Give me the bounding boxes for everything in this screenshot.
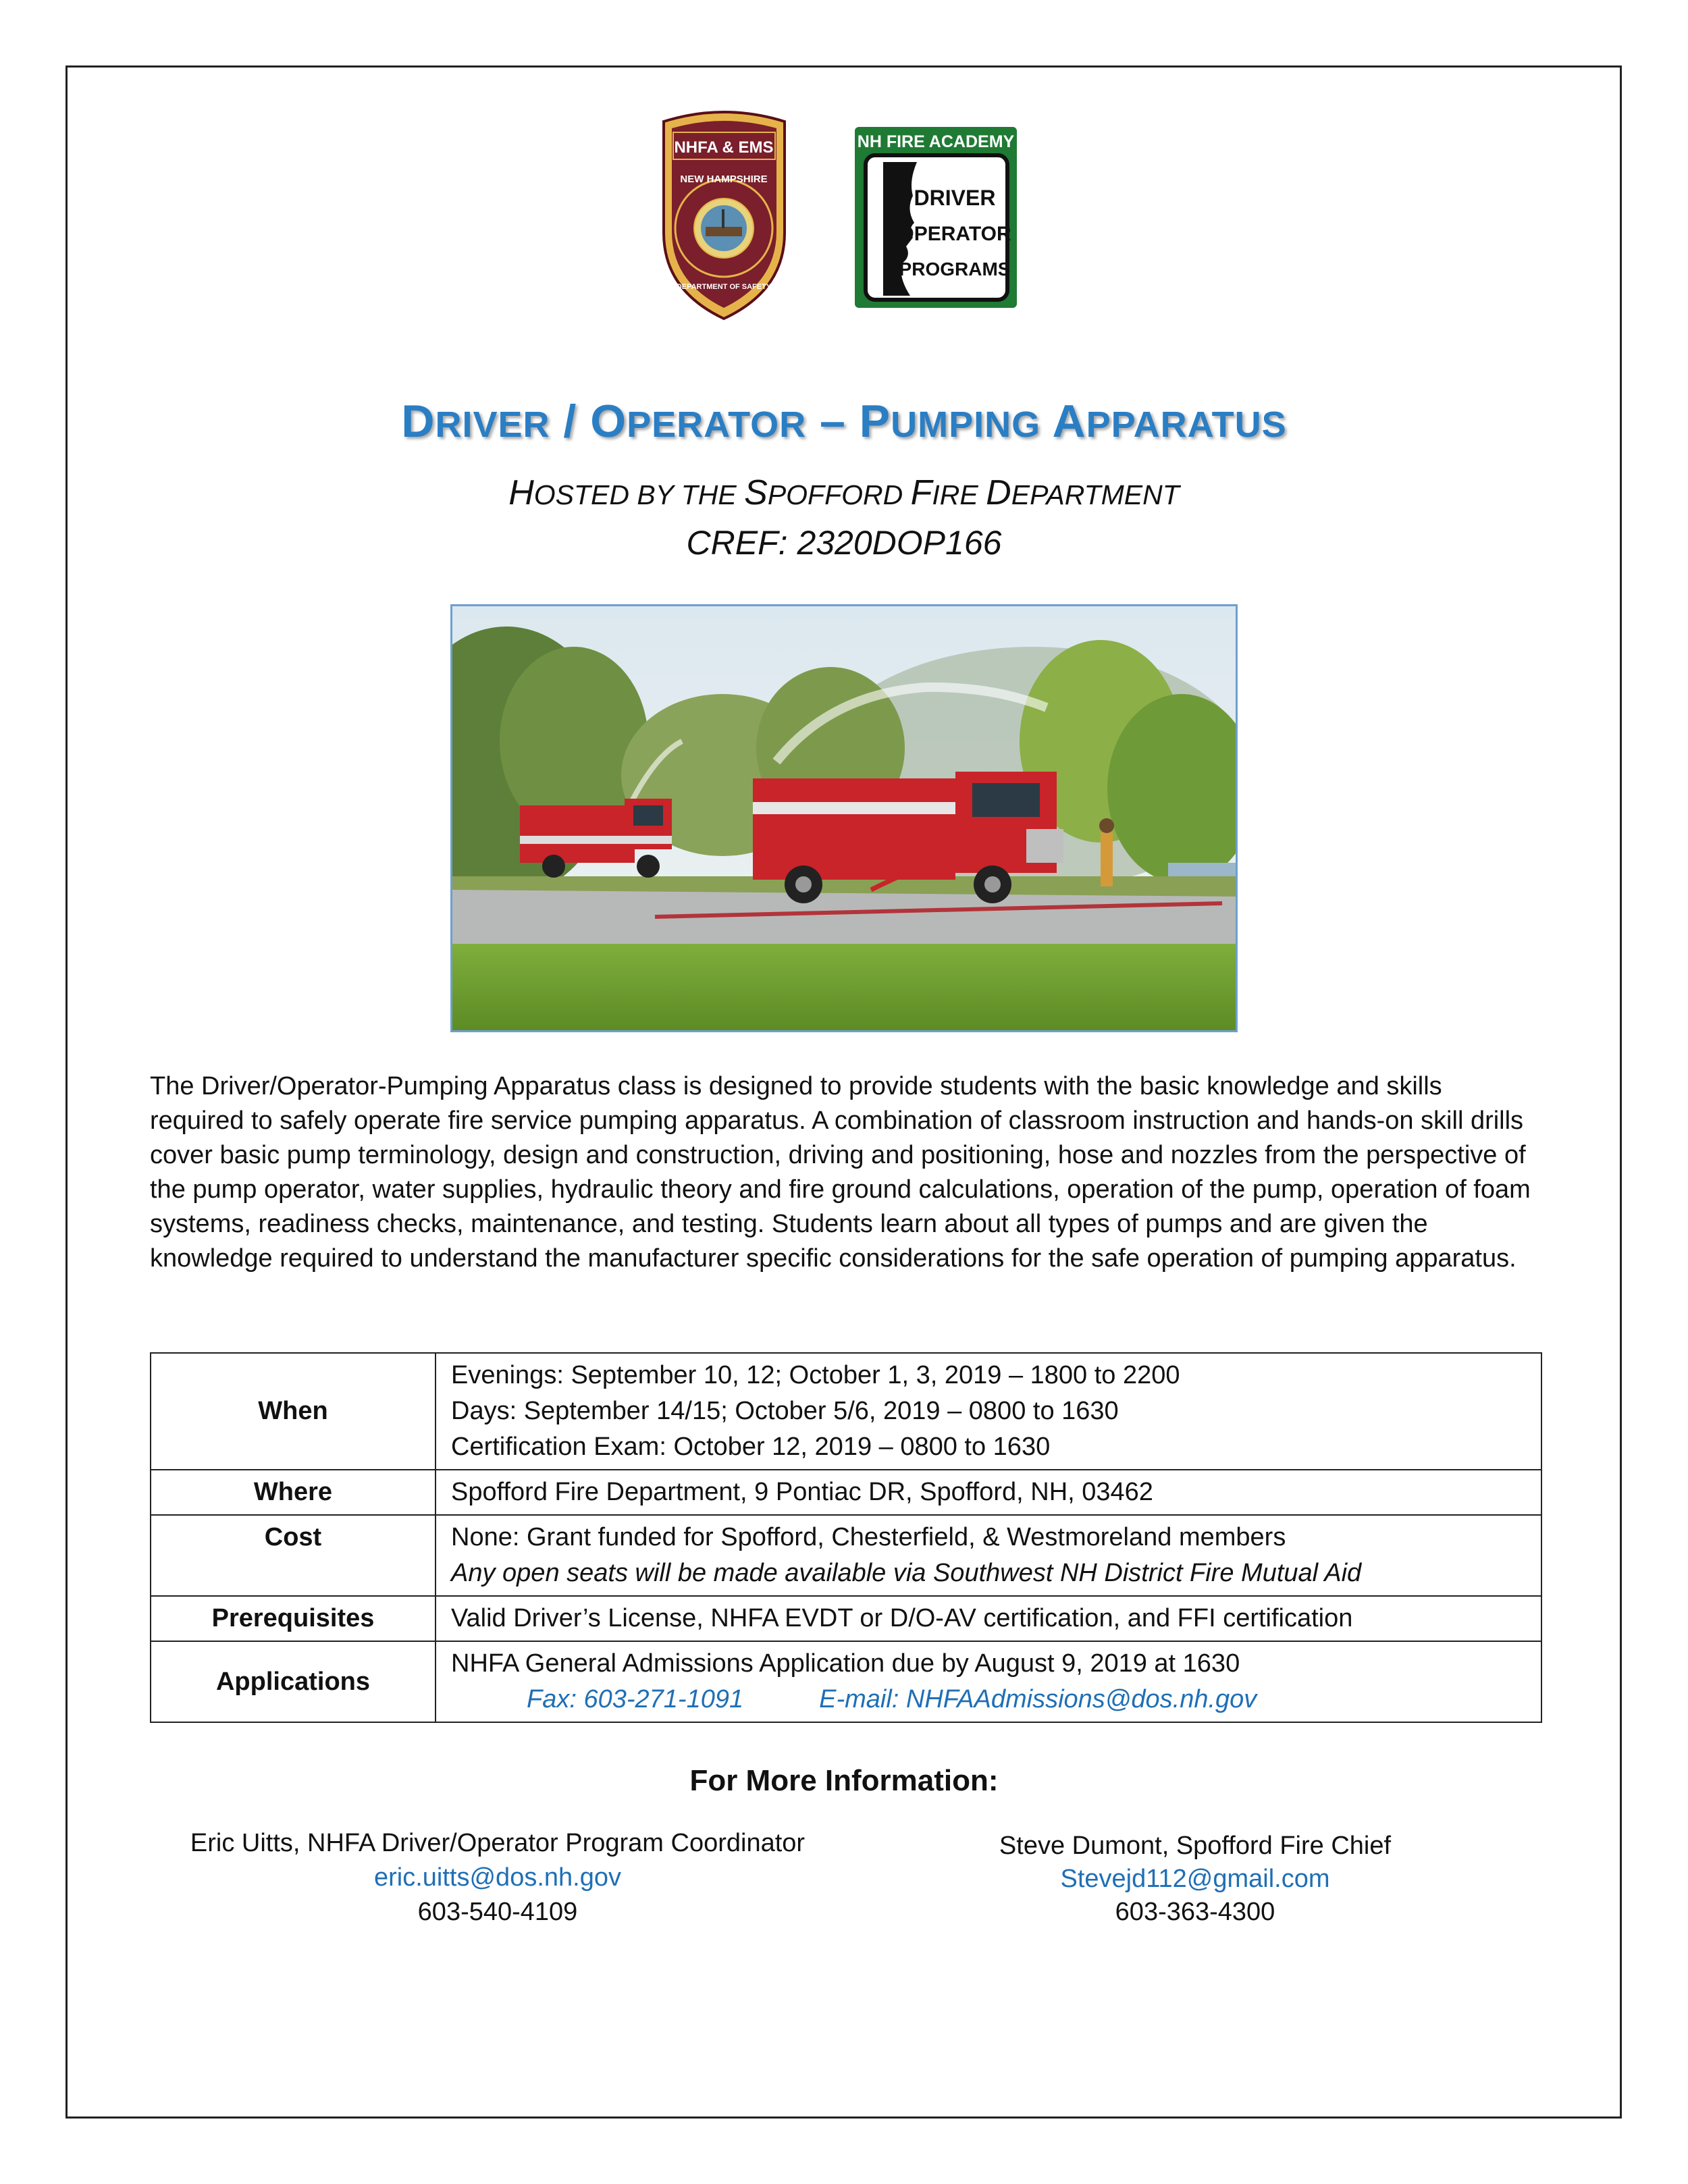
applications-due: NHFA General Admissions Application due by August 9, 2019 at 1630 (451, 1649, 1240, 1678)
more-info-heading: For More Information: (689, 1764, 999, 1797)
applications-label: Applications (151, 1641, 436, 1722)
table-row-when (151, 1353, 1541, 1470)
course-reference-code: CREF: 2320DOP166 (686, 524, 1002, 562)
cost-value (436, 1515, 1541, 1596)
when-exam: Certification Exam: October 12, 2019 – 0800 to 1630 (451, 1433, 1051, 1461)
when-value (436, 1353, 1541, 1470)
nh-fire-academy-logo (836, 115, 1032, 324)
when-label: When (151, 1353, 436, 1470)
cost-label: Cost (151, 1515, 436, 1596)
academy-header-text: NH FIRE ACADEMY (857, 132, 1015, 151)
prerequisites-value: Valid Driver’s License, NHFA EVDT or D/O-AV certification, and FFI certification (436, 1596, 1541, 1641)
table-row-cost (151, 1515, 1541, 1596)
cost-funding: None: Grant funded for Spofford, Chesterfield, & Westmoreland members (451, 1523, 1286, 1551)
table-row-where (151, 1470, 1541, 1515)
prerequisites-label: Prerequisites (151, 1596, 436, 1641)
academy-line-programs: PROGRAMS (899, 259, 1011, 279)
where-label: Where (151, 1470, 436, 1515)
contact-coordinator (150, 1826, 845, 1929)
contact1-phone: 603-540-4109 (417, 1898, 578, 1926)
table-row-applications (151, 1641, 1541, 1722)
course-description: The Driver/Operator-Pumping Apparatus class is designed to provide students with the basic knowledge and skills required to safely operate fire service pumping apparatus. A combination of classroom instruction and hands-on skill drills cover basic pump terminology, design and construction, driving and positioning, hose and nozzles from the perspective of the pump operator, water supplies, hydraulic theory and fire ground calculations, operation of the pump, operation of foam systems, readiness checks, maintenance, and testing. Students learn about all types of pumps and are given the knowledge required to understand the manufacturer specific considerations for the safe operation of pumping apparatus. (150, 1072, 1531, 1273)
applications-value (436, 1641, 1541, 1722)
cost-open-seats: Any open seats will be made available via Southwest NH District Fire Mutual Aid (451, 1559, 1362, 1587)
academy-line-operator: OPERATOR (898, 223, 1011, 245)
when-evenings: Evenings: September 10, 12; October 1, 3, 2019 – 1800 to 2200 (451, 1361, 1180, 1389)
admissions-email-link[interactable]: E-mail: NHFAAdmissions@dos.nh.gov (819, 1685, 1257, 1713)
table-row-prerequisites (151, 1596, 1541, 1641)
nhfa-ems-patch-logo (658, 108, 790, 324)
contact2-email-link[interactable]: Stevejd112@gmail.com (1060, 1865, 1330, 1893)
academy-line-driver: DRIVER (914, 186, 996, 210)
patch-text-top: NHFA & EMS (674, 138, 774, 157)
where-value: Spofford Fire Department, 9 Pontiac DR, Spofford, NH, 03462 (436, 1470, 1541, 1515)
applications-contact (451, 1682, 1526, 1717)
contact-fire-chief (932, 1830, 1458, 1929)
contact2-name: Steve Dumont, Spofford Fire Chief (999, 1832, 1392, 1860)
contact2-phone: 603-363-4300 (1115, 1898, 1275, 1926)
page-title: DRIVER / OPERATOR – PUMPING APPARATUS (401, 396, 1287, 447)
fire-engines-photo (450, 604, 1238, 1032)
hosted-by-subtitle: HOSTED BY THE SPOFFORD FIRE DEPARTMENT (508, 473, 1180, 512)
fax-number: Fax: 603-271-1091 (527, 1685, 744, 1713)
contact1-email-link[interactable]: eric.uitts@dos.nh.gov (374, 1863, 621, 1892)
contact1-name: Eric Uitts, NHFA Driver/Operator Program Coordinator (190, 1829, 806, 1857)
course-details-table (150, 1352, 1542, 1723)
patch-text-mid: NEW HAMPSHIRE (680, 174, 768, 185)
when-days: Days: September 14/15; October 5/6, 2019 – 0800 to 1630 (451, 1397, 1119, 1425)
patch-text-bottom: DEPARTMENT OF SAFETY (676, 283, 772, 291)
